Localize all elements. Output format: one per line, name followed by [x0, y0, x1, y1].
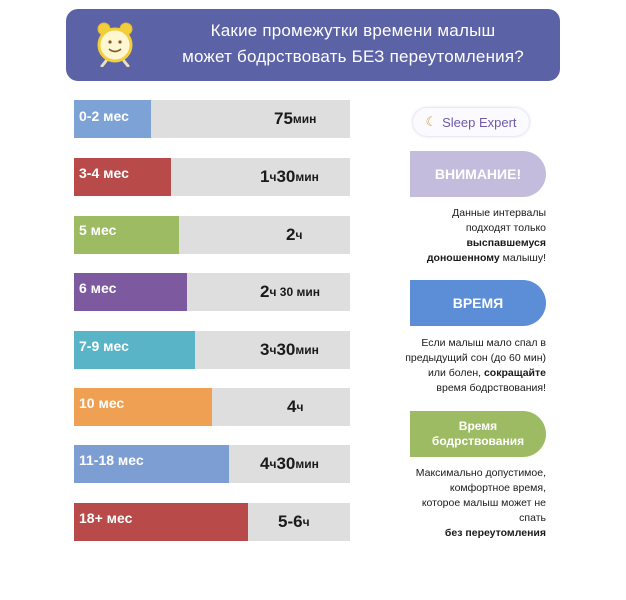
duration-unit: мин	[295, 457, 319, 471]
note-bold-text: без переутомления	[444, 527, 546, 539]
age-label: 5 мес	[79, 222, 117, 238]
moon-icon: ☾	[425, 114, 438, 130]
duration-value	[278, 503, 310, 541]
note-line: время бодрствования!	[436, 382, 546, 394]
age-row-18-plus	[74, 503, 350, 541]
attention-label	[410, 151, 546, 197]
duration-number: 5-6	[278, 512, 303, 531]
duration-unit: ч 30 мин	[269, 285, 320, 299]
duration-value	[274, 100, 316, 138]
note-line	[427, 251, 546, 266]
sleep-expert-logo	[413, 108, 529, 136]
age-label: 11-18 мес	[79, 452, 144, 468]
age-row-3-4	[74, 158, 350, 196]
wake-time-note	[416, 466, 546, 541]
logo-text: Sleep Expert	[442, 114, 517, 130]
note-line: Если малыш мало спал в	[421, 337, 546, 349]
duration-number: 3	[260, 340, 270, 359]
age-label: 10 мес	[79, 395, 125, 411]
duration-unit: ч	[302, 515, 310, 529]
note-line: Данные интервалы	[452, 207, 546, 219]
duration-number: 30	[276, 340, 296, 359]
duration-value	[287, 388, 303, 426]
time-label	[410, 280, 546, 326]
header-banner	[66, 9, 560, 81]
note-bold-text: доношенному	[426, 252, 500, 264]
duration-unit: ч	[296, 400, 304, 414]
age-label: 18+ мес	[79, 510, 133, 526]
duration-value	[260, 445, 319, 483]
duration-number: 4	[260, 454, 270, 473]
alarm-clock-icon	[96, 21, 134, 67]
wake-time-label-line2: бодрствования	[431, 434, 525, 448]
duration-number: 1	[260, 167, 270, 186]
note-bold-text: сокращайте	[483, 367, 546, 379]
note-line	[416, 526, 546, 541]
note-line	[427, 236, 546, 251]
age-row-11-18	[74, 445, 350, 483]
duration-number: 75	[274, 109, 293, 128]
note-line: спать	[519, 512, 546, 524]
note-line: комфортное время,	[449, 482, 546, 494]
note-text: или болен,	[427, 367, 484, 379]
duration-number: 30	[276, 454, 296, 473]
age-label: 6 мес	[79, 280, 117, 296]
duration-number: 30	[276, 167, 296, 186]
duration-number: 4	[287, 397, 297, 416]
time-note	[405, 336, 546, 396]
note-line: предыдущий сон (до 60 мин)	[405, 352, 546, 364]
age-label: 7-9 мес	[79, 338, 129, 354]
age-row-5	[74, 216, 350, 254]
age-row-7-9	[74, 331, 350, 369]
note-line: которое малыш может не	[421, 497, 546, 509]
header-title-line1: Какие промежутки времени малыш	[210, 21, 496, 40]
duration-value	[286, 216, 302, 254]
wake-time-label	[410, 411, 546, 457]
note-text: малышу!	[499, 252, 546, 264]
duration-number: 2	[286, 225, 296, 244]
duration-unit: ч	[295, 228, 303, 242]
note-line: Максимально допустимое,	[415, 467, 546, 479]
header-title-line2: может бодрствовать БЕЗ переутомления?	[182, 47, 524, 66]
duration-value	[260, 273, 320, 311]
age-row-10	[74, 388, 350, 426]
attention-note	[427, 206, 546, 266]
time-label-text: ВРЕМЯ	[452, 295, 504, 311]
duration-value	[260, 158, 319, 196]
note-bold-text: выспавшемуся	[466, 237, 546, 249]
note-line: подходят только	[465, 222, 546, 234]
duration-value	[260, 331, 319, 369]
age-label: 0-2 мес	[79, 108, 129, 124]
duration-unit: ч	[269, 170, 277, 184]
age-label: 3-4 мес	[79, 165, 129, 181]
attention-label-text: ВНИМАНИЕ!	[434, 166, 522, 182]
wake-time-label-line1: Время	[458, 419, 498, 433]
duration-unit: ч	[269, 343, 277, 357]
duration-number: 2	[260, 282, 270, 301]
age-row-0-2	[74, 100, 350, 138]
note-line	[405, 366, 546, 381]
duration-unit: мин	[292, 112, 317, 126]
age-row-6	[74, 273, 350, 311]
duration-unit: ч	[269, 457, 277, 471]
duration-unit: мин	[295, 170, 319, 184]
header-title	[158, 18, 548, 70]
duration-unit: мин	[295, 343, 319, 357]
